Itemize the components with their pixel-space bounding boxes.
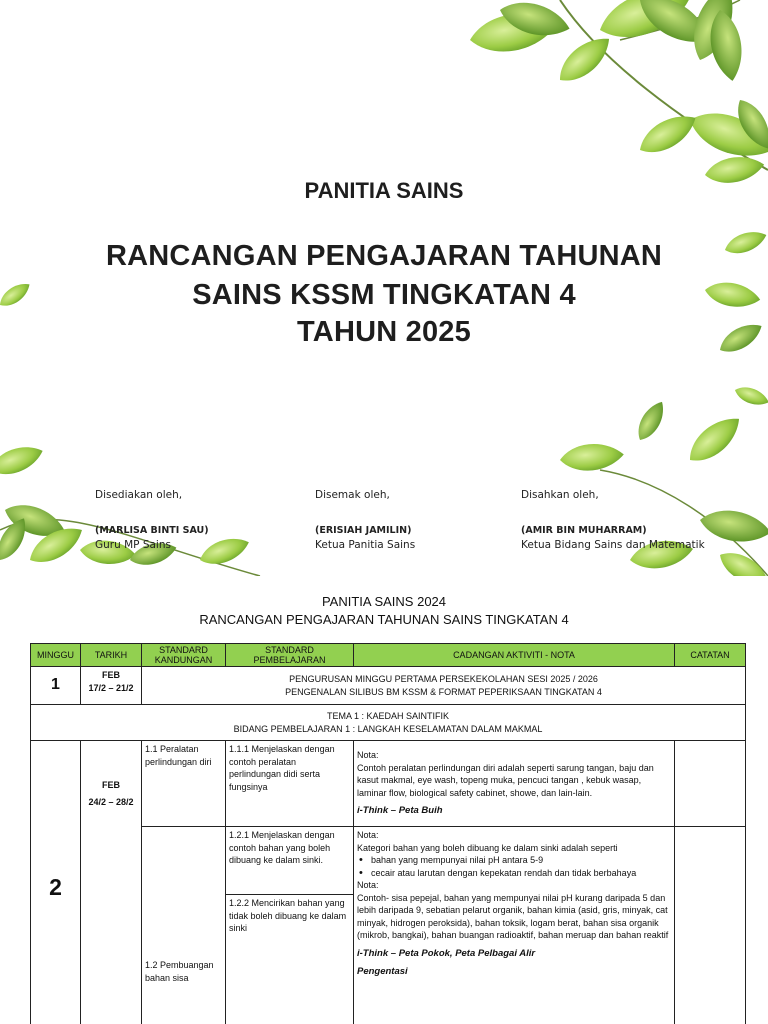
ithink-note: i-Think – Peta Buih [357,805,443,816]
col-header-tarikh: TARIKH [81,644,142,667]
col-header-standard-pembelajaran: STANDARD PEMBELAJARAN [226,644,354,667]
table-row-week1 [31,667,746,705]
note-text: Kategori bahan yang boleh dibuang ke dalam sinki adalah seperti [357,842,618,853]
theme-line1: TEMA 1 : KAEDAH SAINTIFIK [326,711,450,721]
ithink-note: i-Think – Peta Pokok, Peta Pelbagai Alir [357,947,536,959]
signature-name: (ERISIAH JAMILIN) [315,525,412,536]
col-header-cadangan-aktiviti: CADANGAN AKTIVITI - NOTA [354,644,675,667]
signature-role: Ketua Bidang Sains dan Matematik [521,539,705,551]
week-number: 1 [31,667,81,705]
signature-role: Guru MP Sains [95,539,171,551]
leaves-top-right [467,0,768,187]
week1-activity-cell [142,667,746,705]
note-label: Nota: [357,750,379,760]
week1-line1: PENGURUSAN MINGGU PERTAMA PERSEKEKOLAHAN SESI 2025 / 2026 [289,674,598,684]
col-header-minggu: MINGGU [31,644,81,667]
signature-label: Disahkan oleh, [521,489,599,501]
table-header-row [31,644,746,667]
week-date-cell [81,741,142,1024]
plan-table [30,643,746,1024]
cover-title-line2: SAINS KSSM TINGKATAN 4 [192,279,576,311]
plan-subheading: RANCANGAN PENGAJARAN TAHUNAN SAINS TINGKATAN 4 [199,612,569,627]
standard-pembelajaran-1-2-2: 1.2.2 Mencirikan bahan yang tidak boleh dibuang ke dalam sinki [226,895,354,1024]
note-label: Nota: [357,880,379,890]
cover-title-line1: RANCANGAN PENGAJARAN TAHUNAN [105,240,663,272]
table-row-week2-a [31,741,746,827]
table-row-theme [31,705,746,741]
catatan-cell [675,741,746,827]
standard-pembelajaran-1-1-1: 1.1.1 Menjelaskan dengan contoh peralatan perlindungan didi serta fungsinya [226,741,354,827]
bullet-item: • bahan yang mempunyai nilai pH antara 5-9 [357,854,671,867]
signature-role: Ketua Panitia Sains [315,539,416,551]
week-dates: 24/2 – 28/2 [88,796,134,807]
leaves-bottom-left [0,440,260,576]
signature-name: (AMIR BIN MUHARRAM) [521,525,647,536]
col-header-catatan: CATATAN [675,644,746,667]
note-text: Contoh- sisa pepejal, bahan yang mempunyai nilai pH kurang daripada 5 dan lebih daripada 9, sebatian pelarut organik, bahan kimia (asid, gris, minyak, cat minyak, hidrogen peroksida), bahan toksik, logam berat, bahan sisa organik (mikrob, bangkai), bahan buangan radioaktif, bahan meruap dan bahan reaktif [357,892,669,940]
signature-label: Disemak oleh, [315,489,390,501]
week-month: FEB [102,780,120,790]
theme-line2: BIDANG PEMBELAJARAN 1 : LANGKAH KESELAMATAN DALAM MAKMAL [233,723,543,734]
theme-cell [31,705,746,741]
plan-page [0,576,768,1024]
signature-label: Disediakan oleh, [95,489,183,501]
bullet-item: • cecair atau larutan dengan kepekatan rendah dan tidak berbahaya [357,867,671,880]
standard-kandungan-1-1: 1.1 Peralatan perlindungan diri [142,741,226,827]
plan-heading: PANITIA SAINS 2024 [321,594,447,609]
standard-pembelajaran-1-2-1: 1.2.1 Menjelaskan dengan contoh bahan yang boleh dibuang ke dalam sinki. [226,827,354,895]
standard-kandungan-1-2 [142,827,226,1024]
standard-kandungan-text: 1.2 Pembuangan bahan sisa [145,960,214,983]
catatan-cell [675,827,746,1024]
note-label: Nota: [357,830,379,840]
week-date-cell [81,667,142,705]
signature-name: (MARLISA BINTI SAU) [95,525,209,536]
cover-title-line3: TAHUN 2025 [297,316,471,348]
week-number: 2 [31,741,81,1024]
note-text: Contoh peralatan perlindungan diri adalah seperti sarung tangan, baju dan kasut makmal, eye wash, topeng muka, pencuci tangan , kebuk wasap, laminar flow, biological safety cabinet, showe, dan lain-lain. [357,762,654,798]
week1-line2: PENGENALAN SILIBUS BM KSSM & FORMAT PEPERIKSAAN TINGKATAN 4 [285,686,602,697]
week-month: FEB [102,670,120,680]
extra-note: Pengentasi [357,966,408,977]
activity-note-2 [354,827,675,1024]
activity-note-1 [354,741,675,827]
cover-subtitle: PANITIA SAINS [304,178,464,203]
week-dates: 17/2 – 21/2 [88,682,134,693]
col-header-standard-kandungan: STANDARD KANDUNGAN [142,644,226,667]
